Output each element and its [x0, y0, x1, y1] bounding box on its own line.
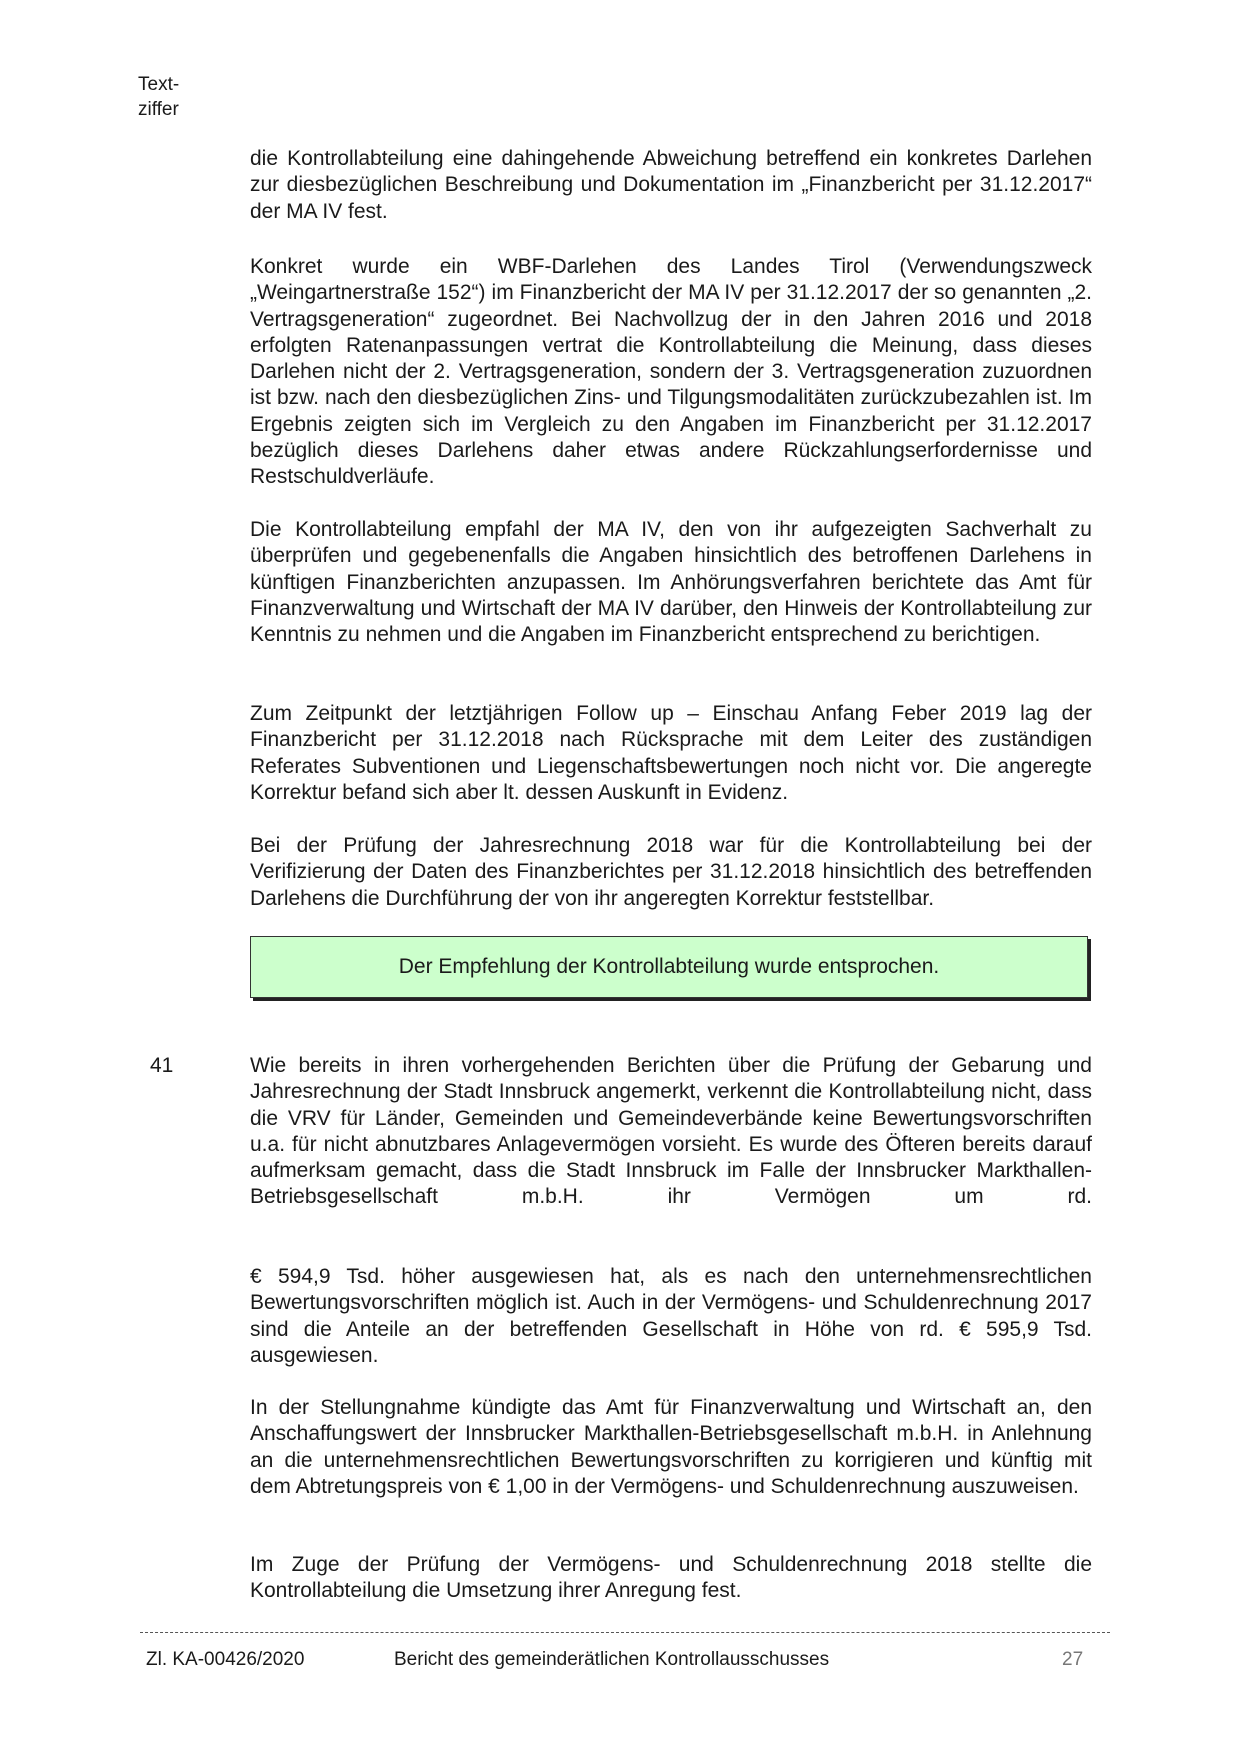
margin-label-line-1: Text-	[138, 74, 180, 95]
section-paragraph-2: € 594,9 Tsd. höher ausgewiesen hat, als es nach den unternehmensrechtlichen Bewertungsvorschriften möglich ist. Auch in der Vermögens- und Schuldenrechnung 2017 sind die Anteile an der betreffenden Gesellschaft in Höhe von rd. € 595,9 Tsd. ausgewiesen.	[250, 1265, 1092, 1367]
margin-label	[138, 72, 198, 122]
result-box	[250, 936, 1088, 998]
section-number: 41	[150, 1054, 174, 1077]
footer-title: Bericht des gemeinderätlichen Kontrollausschusses	[394, 1649, 830, 1670]
section-paragraph-3: In der Stellungnahme kündigte das Amt für Finanzverwaltung und Wirtschaft an, den Anschaffungswert der Innsbrucker Markthallen-Betriebsgesellschaft m.b.H. in Anlehnung an die unternehmensrechtlichen Bewertungsvorschriften zu korrigieren und künftig mit dem Abtretungspreis von € 1,00 in der Vermögens- und Schuldenrechnung auszuweisen.	[250, 1396, 1092, 1498]
paragraph-5: Bei der Prüfung der Jahresrechnung 2018 war für die Kontrollabteilung bei der Verifizierung der Daten des Finanzberichtes per 31.12.2018 hinsichtlich des betreffenden Darlehens die Durchführung der von ihr angeregten Korrektur feststellbar.	[250, 834, 1092, 910]
paragraph-1: die Kontrollabteilung eine dahingehende Abweichung betreffend ein konkretes Darlehen zur diesbezüglichen Beschreibung und Dokumentation im „Finanzbericht per 31.12.2017“ der MA IV fest.	[250, 147, 1092, 223]
paragraph-4: Zum Zeitpunkt der letztjährigen Follow up – Einschau Anfang Feber 2019 lag der Finanzbericht per 31.12.2018 nach Rücksprache mit dem Leiter des zuständigen Referates Subventionen und Liegenschaftsbewertungen noch nicht vor. Die angeregte Korrektur befand sich aber lt. dessen Auskunft in Evidenz.	[250, 702, 1092, 804]
section-paragraph-1: Wie bereits in ihren vorhergehenden Berichten über die Prüfung der Gebarung und Jahresrechnung der Stadt Innsbruck angemerkt, verkennt die Kontrollabteilung nicht, dass die VRV für Länder, Gemeinden und Gemeindeverbände keine Bewertungsvorschriften u.a. für nicht abnutzbares Anlagevermögen vorsieht. Es wurde des Öfteren bereits darauf aufmerksam gemacht, dass die Stadt Innsbruck im Falle der Innsbrucker Markthallen-Betriebsgesellschaft m.b.H. ihr Vermögen um rd.	[250, 1054, 1092, 1209]
section-paragraph-4: Im Zuge der Prüfung der Vermögens- und Schuldenrechnung 2018 stellte die Kontrollabteilung die Umsetzung ihrer Anregung fest.	[250, 1553, 1092, 1603]
footer-divider	[140, 1632, 1110, 1633]
paragraph-3: Die Kontrollabteilung empfahl der MA IV, den von ihr aufgezeigten Sachverhalt zu überprüfen und gegebenenfalls die Angaben hinsichtlich des betroffenen Darlehens in künftigen Finanzberichten anzupassen. Im Anhörungsverfahren berichtete das Amt für Finanzverwaltung und Wirtschaft der MA IV darüber, den Hinweis der Kontrollabteilung zur Kenntnis zu nehmen und die Angaben im Finanzbericht entsprechend zu berichtigen.	[250, 518, 1092, 647]
result-box-text: Der Empfehlung der Kontrollabteilung wurde entsprochen.	[398, 955, 940, 978]
paragraph-2: Konkret wurde ein WBF-Darlehen des Landes Tirol (Verwendungszweck „Weingartnerstraße 152“) im Finanzbericht der MA IV per 31.12.2017 der so genannten „2. Vertragsgeneration“ zugeordnet. Bei Nachvollzug der in den Jahren 2016 und 2018 erfolgten Ratenanpassungen vertrat die Kontrollabteilung die Meinung, dass dieses Darlehen nicht der 2. Vertragsgeneration, sondern der 3. Vertragsgeneration zuzuordnen ist bzw. nach den diesbezüglichen Zins- und Tilgungsmodalitäten zurückzubezahlen ist. Im Ergebnis zeigten sich im Vergleich zu den Angaben im Finanzbericht per 31.12.2017 bezüglich dieses Darlehens daher etwas andere Rückzahlungserfordernisse und Restschuldverläufe.	[250, 255, 1092, 489]
footer-reference: Zl. KA-00426/2020	[146, 1649, 305, 1670]
margin-label-line-2: ziffer	[138, 99, 179, 120]
page-number: 27	[1062, 1649, 1084, 1670]
